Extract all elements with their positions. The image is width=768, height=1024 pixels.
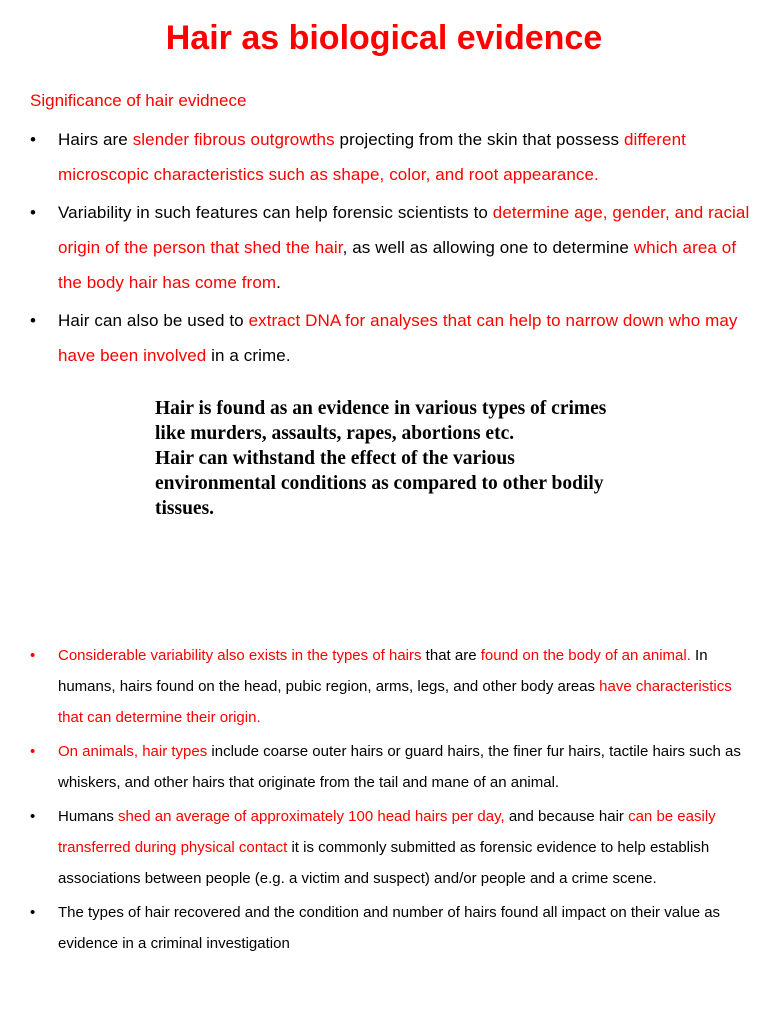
bullet-marker: • bbox=[30, 130, 37, 149]
list-item bbox=[0, 801, 768, 894]
bullet-text-7: The types of hair recovered and the condition and number of hairs found all impact on their value as evidence in a criminal investigation bbox=[58, 904, 721, 952]
bullet-marker: • bbox=[30, 904, 36, 921]
bottom-bullet-list bbox=[0, 640, 768, 962]
bullet-text-3: Hair can also be used to extract DNA for analyses that can help to narrow down who may have been involved in a crime. bbox=[58, 311, 738, 365]
bullet-marker: • bbox=[30, 647, 36, 664]
section-subtitle: Significance of hair evidnece bbox=[30, 91, 247, 110]
quote-paragraph-2: Hair can withstand the effect of the various environmental conditions as compared to other bodily tissues. bbox=[155, 448, 604, 519]
top-bullet-list bbox=[0, 122, 768, 376]
list-item bbox=[0, 195, 768, 300]
quote-paragraph-1: Hair is found as an evidence in various types of crimes like murders, assaults, rapes, abortions etc. bbox=[155, 398, 607, 444]
list-item bbox=[0, 897, 768, 959]
list-item bbox=[0, 303, 768, 373]
page-title: Hair as biological evidence bbox=[165, 19, 603, 57]
bullet-text-2: Variability in such features can help forensic scientists to determine age, gender, and racial origin of the person that shed the hair, as well as allowing one to determine which area of the body hair has come from. bbox=[58, 203, 750, 292]
bullet-marker: • bbox=[30, 808, 36, 825]
list-item bbox=[0, 736, 768, 798]
bullet-text-5: On animals, hair types include coarse outer hairs or guard hairs, the finer fur hairs, tactile hairs such as whiskers, and other hairs that originate from the tail and mane of an animal. bbox=[58, 743, 741, 791]
bullet-text-1: Hairs are slender fibrous outgrowths projecting from the skin that possess different microscopic characteristics such as shape, color, and root appearance. bbox=[58, 130, 686, 184]
bullet-marker: • bbox=[30, 203, 37, 222]
evidence-quote-block bbox=[155, 396, 625, 521]
list-item bbox=[0, 122, 768, 192]
list-item bbox=[0, 640, 768, 733]
bullet-text-6: Humans shed an average of approximately 100 head hairs per day, and because hair can be easily transferred during physical contact it is commonly submitted as forensic evidence to help establish associations between people (e.g. a victim and suspect) and/or people and a crime scene. bbox=[58, 808, 716, 887]
bullet-marker: • bbox=[30, 311, 37, 330]
bullet-text-4: Considerable variability also exists in the types of hairs that are found on the body of an animal. In humans, hairs found on the head, pubic region, arms, legs, and other body areas have characteristics that can determine their origin. bbox=[58, 647, 732, 726]
bullet-marker: • bbox=[30, 743, 36, 760]
